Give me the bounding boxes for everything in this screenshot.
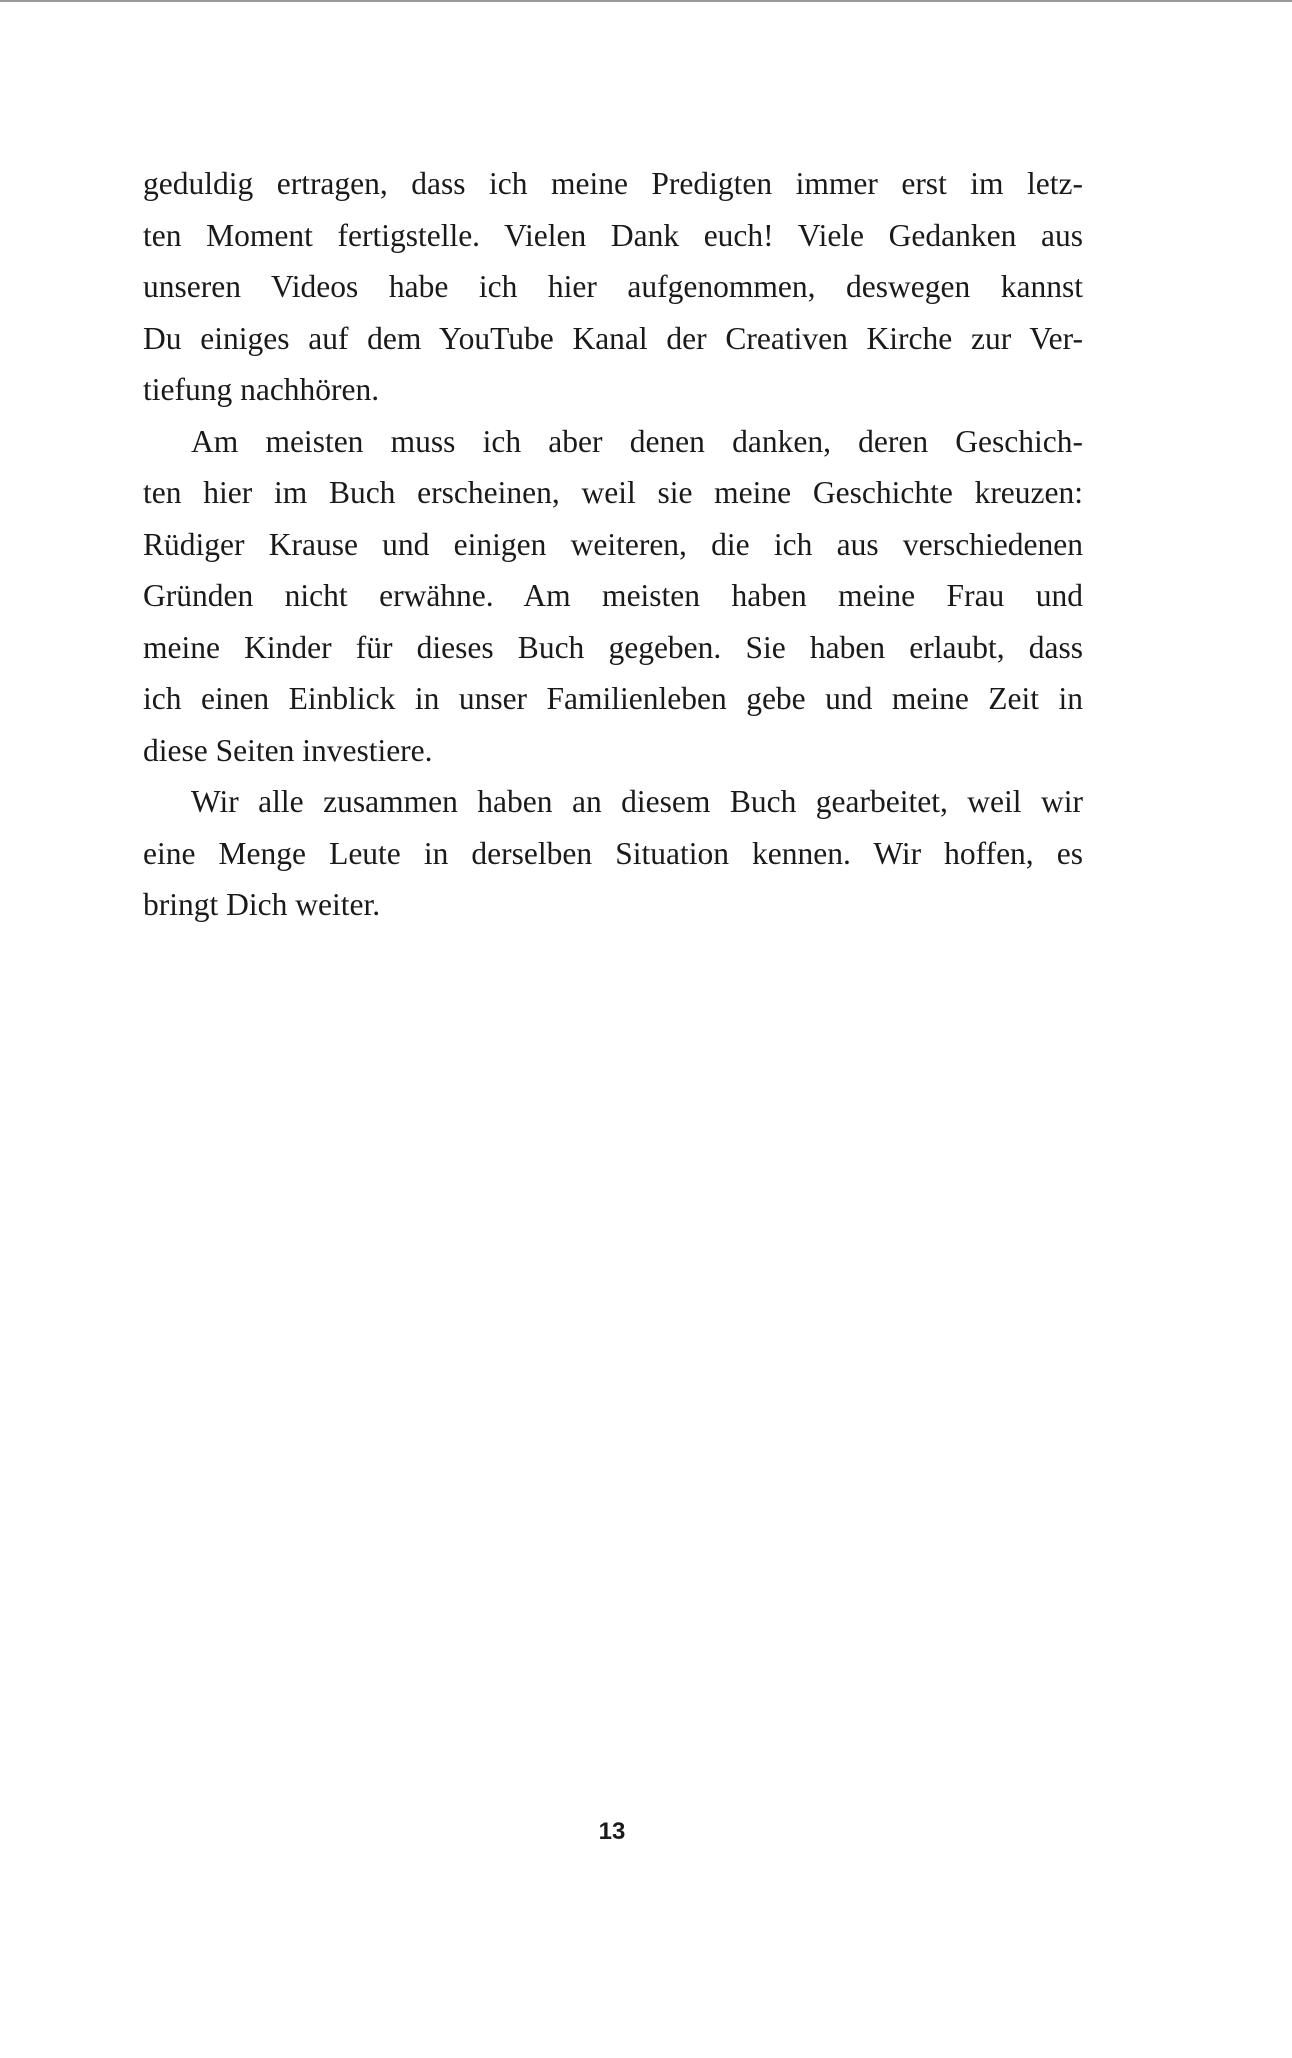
text-line: ich einen Einblick in unser Familienleben gebe und meine Zeit in [143, 681, 1083, 716]
text-line: meine Kinder für dieses Buch gegeben. Sie haben erlaubt, dass [143, 629, 1083, 665]
page-number: 13 [598, 1818, 626, 1845]
paragraph-3 [143, 776, 1083, 931]
text-line: Wir alle zusammen haben an diesem Buch gearbeitet, weil wir [191, 784, 1083, 819]
text-line: Rüdiger Krause und einigen weiteren, die ich aus verschiedenen [143, 526, 1083, 562]
text-line: diese Seiten investiere. [143, 732, 433, 768]
text-line: ten Moment fertigstelle. Vielen Dank euch! Viele Gedanken aus [143, 217, 1083, 253]
text-line: geduldig ertragen, dass ich meine Predigten immer erst im letz- [143, 166, 1083, 201]
text-line: ten hier im Buch erscheinen, weil sie meine Geschichte kreuzen: [143, 475, 1083, 510]
text-line: Am meisten muss ich aber denen danken, deren Geschich- [191, 423, 1083, 459]
text-line: tiefung nachhören. [143, 372, 380, 407]
text-line: bringt Dich weiter. [143, 887, 381, 922]
text-line: Gründen nicht erwähne. Am meisten haben meine Frau und [143, 578, 1083, 613]
paragraph-2 [143, 416, 1083, 777]
text-line: eine Menge Leute in derselben Situation kennen. Wir hoffen, es [143, 835, 1083, 871]
top-border-rule [0, 0, 1292, 2]
paragraph-1 [143, 158, 1083, 416]
text-line: Du einiges auf dem YouTube Kanal der Creativen Kirche zur Ver- [143, 320, 1083, 356]
body-text [143, 158, 1083, 931]
text-line: unseren Videos habe ich hier aufgenommen, deswegen kannst [143, 269, 1083, 304]
